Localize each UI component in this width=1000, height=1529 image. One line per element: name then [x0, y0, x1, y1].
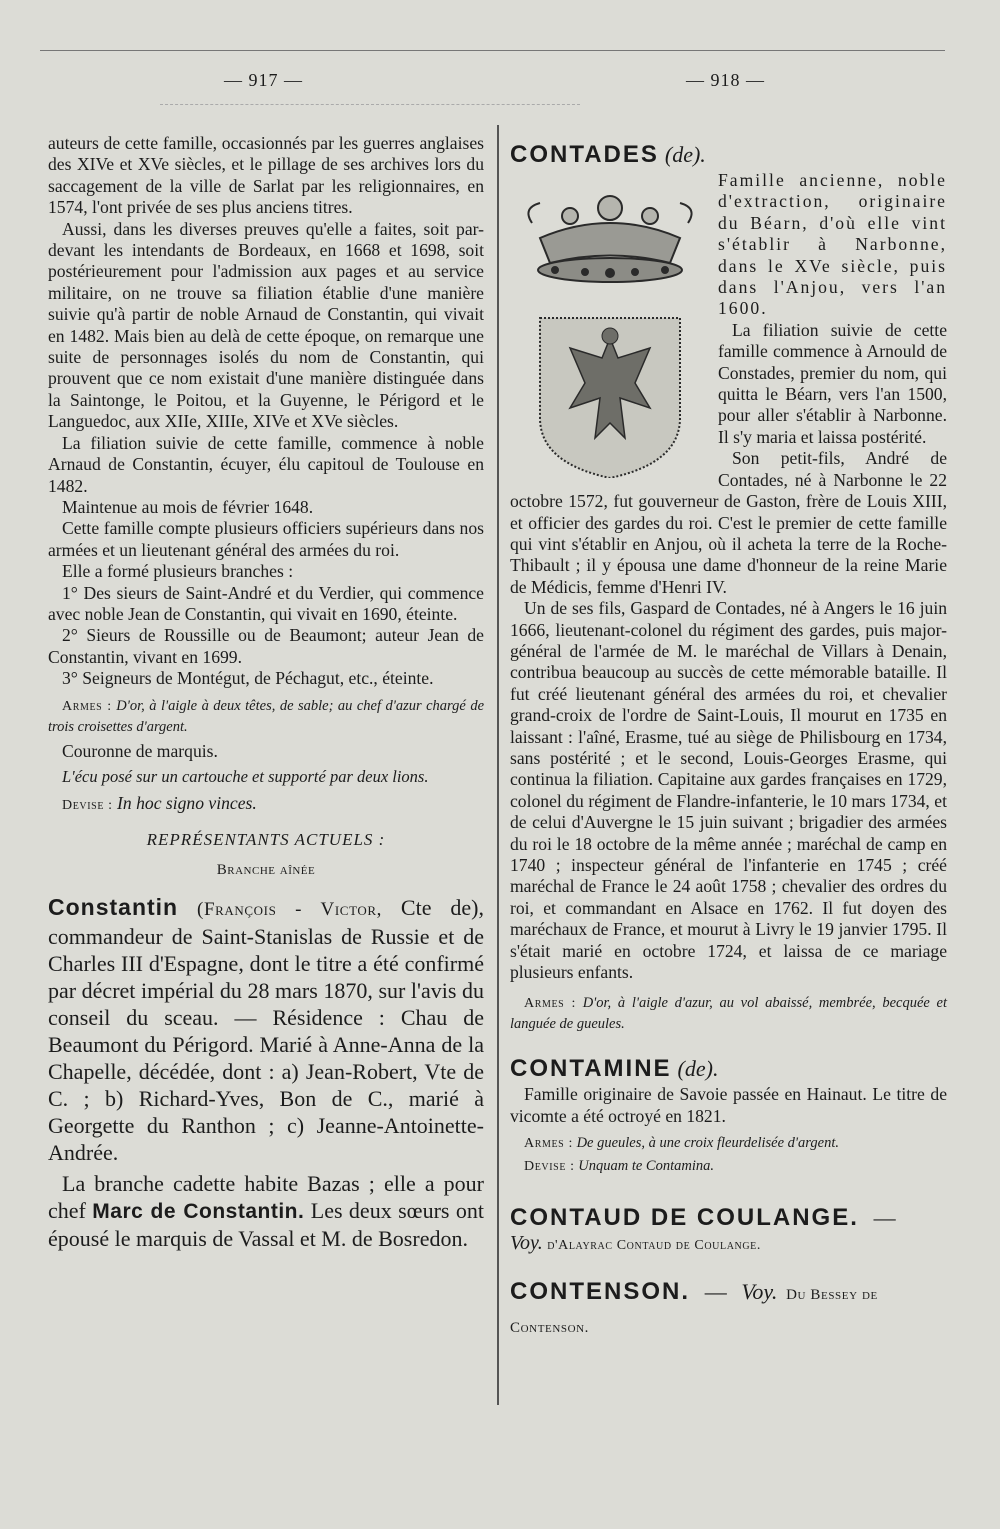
- paragraph: Aussi, dans les diverses preuves qu'elle a faites, soit par-devant les intendants de Bordeaux, en 1668 et 1698, soit postérieurement pour l'admission aux pages et au service militaire, on ne trouve sa filiation établie d'une manière suivie qu'à partir de noble Arnaud de Constantin, qui vivait en 1482. Mais bien au delà de cette époque, on remarque une suite de personnages isolés du nom de Constantin, qui prouvent que ce nom existait d'une manière distinguée dans la Saintonge, le Poitou, et la Guyenne, le Périgord et le Languedoc, aux XIIe, XIIIe, XIVe et XVe siècles.: [48, 218, 484, 432]
- armes-line: [48, 696, 484, 737]
- right-column: [510, 140, 947, 1343]
- entry-paragraph: [48, 894, 484, 1166]
- entry-body: commandeur de Saint-Stanislas de Russie et de Charles III d'Espagne, dont le titre a été confirmé par décret impérial du 28 mars 1870, sur l'avis du conseil du sceau. — Résidence : Chau de Beaumont du Périgord. Marié à Anne-Anna de la Chapelle, décédée, dont : a) Jean-Robert, Vte de C. ; b) Richard-Yves, Bon de C., marié à Georgette du Ranthon ; c) Jeanne-Antoinette-Andrée.: [48, 923, 484, 1165]
- contamine-name: CONTAMINE: [510, 1055, 672, 1083]
- entry-heading: [510, 1277, 947, 1343]
- reference-line: [510, 1233, 947, 1256]
- devise-text: In hoc signo vinces.: [117, 793, 257, 814]
- column-divider: [497, 125, 499, 1405]
- armes-line: [510, 993, 947, 1034]
- voy-label: Voy.: [510, 1232, 543, 1255]
- coat-of-arms: [510, 178, 710, 478]
- marquis-crown-icon: [510, 178, 710, 478]
- couronne-line: Couronne de marquis.: [62, 740, 218, 761]
- devise-label: Devise :: [524, 1159, 575, 1175]
- entry-heading: [510, 1054, 947, 1084]
- paragraph: Elle a formé plusieurs branches :: [62, 561, 294, 582]
- contades-name: CONTADES: [510, 141, 659, 168]
- branch-heading: Branche aînée: [216, 862, 316, 879]
- paragraph: Famille originaire de Savoie passée en Hainaut. Le titre de vicomte a été octroyé en 1821.: [510, 1084, 947, 1126]
- eagle-shield-icon: [540, 318, 680, 478]
- devise-text: Unquam te Contamina.: [578, 1158, 714, 1175]
- paragraph: Famille ancienne, noble d'extraction, originaire du Béarn, d'où elle vint s'établir à Narbonne, dans le XVe siècle, puis dans l'Anjou, vers l'an 1600.: [718, 170, 947, 319]
- voy-label: Voy.: [741, 1278, 778, 1304]
- paragraph: La filiation suivie de cette famille, commence à noble Arnaud de Constantin, écuyer, élu capitoul de Toulouse en 1482.: [48, 432, 484, 496]
- section-heading: REPRÉSENTANTS ACTUELS :: [146, 829, 386, 849]
- reference-target: Du Bessey de Contenson.: [510, 1286, 878, 1336]
- page-number-left: — 917 —: [224, 70, 303, 90]
- contenson-name: CONTENSON.: [510, 1277, 691, 1305]
- entry-name: Constantin: [48, 893, 179, 920]
- paragraph: Cette famille compte plusieurs officiers supérieurs dans nos armées et un lieutenant général des armées du roi.: [48, 518, 484, 560]
- list-item: 3° Seigneurs de Montégut, de Péchagut, etc., éteinte.: [62, 668, 434, 689]
- contaud-dash: —: [873, 1205, 896, 1231]
- paragraph: Son petit-fils, André de Contades, né à Narbonne le 22 octobre 1572, fut gouverneur de Gaston, frère de Louis XIII, et officier des gardes du roi. C'est le premier de cette famille qui vint s'établir en Anjou, où il acheta la terre de la Roche-Thibault ; il y épousa une dame d'honneur de la reine Marie de Médicis, femme d'Henri IV.: [510, 448, 947, 597]
- list-item: 1° Des sieurs de Saint-André et du Verdier, qui commence avec noble Jean de Constantin, qui vivait en 1690, éteinte.: [48, 582, 484, 624]
- armes-text: D'or, à l'aigle d'azur, au vol abaissé, membrée, becquée et languée de gueules.: [510, 995, 948, 1033]
- left-column: [48, 133, 484, 1252]
- ecu-line: L'écu posé sur un cartouche et supporté par deux lions.: [62, 766, 429, 786]
- entry-title: Cte de),: [400, 894, 484, 920]
- top-rule: [40, 50, 945, 51]
- armes-text: D'or, à l'aigle à deux têtes, de sable; au chef d'azur chargé de trois croisettes d'argent.: [48, 697, 485, 735]
- contenson-dash: —: [704, 1278, 727, 1304]
- contades-particle: (de).: [664, 142, 706, 167]
- devise-line: [48, 793, 484, 816]
- reference-target: d'Alayrac Contaud de Coulange.: [547, 1238, 761, 1254]
- paragraph: Maintenue au mois de février 1648.: [62, 496, 314, 517]
- list-item: 2° Sieurs de Roussille ou de Beaumont; auteur Jean de Constantin, vivant en 1699.: [48, 625, 484, 667]
- paragraph: Un de ses fils, Gaspard de Contades, né à Angers le 16 juin 1666, lieutenant-colonel du régiment des gardes, puis major-général de l'armée de M. le maréchal de Villars à Denain, contribua beaucoup au succès de cette mémorable bataille. Il fut créé lieutenant général des armées du roi, et chevalier grand-croix de l'ordre de Saint-Louis, Il mourut en 1735 en laissant : l'aîné, Erasme, tué au siège de Philisbourg en 1734, sans postérité ; et le second, Louis-Georges Erasme, qui continua la filiation. Capitaine aux gardes françaises en 1729, colonel du régiment de Flandre-infanterie, le 10 mars 1734, et de celui d'Auvergne le 15 juin suivant ; brigadier des armées du roi le 18 octobre de la même année ; maréchal de camp en 1740 ; inspecteur général de l'infanterie en 1745 ; créé maréchal de France le 24 août 1758 ; chevalier des ordres du roi, et commandant en Alsace en 1762. Il fut doyen des maréchaux de France, et mourut à Livry le 19 janvier 1795. Il s'était marié en octobre 1724, et laissa de ce mariage plusieurs enfants.: [510, 598, 947, 983]
- armes-text: De gueules, à une croix fleurdelisée d'argent.: [576, 1135, 839, 1152]
- entry-heading: [510, 140, 947, 170]
- page-number-right: — 918 —: [686, 70, 765, 90]
- cadette-text: La branche cadette habite Bazas ; elle a pour chef: [48, 1170, 484, 1223]
- cadette-name: Marc de Constantin.: [92, 1199, 305, 1223]
- armes-line: [510, 1133, 947, 1154]
- armes-label: Armes :: [524, 1136, 573, 1152]
- entry-heading: [510, 1203, 947, 1233]
- header-rule: [160, 104, 580, 105]
- cadette-text: Les deux sœurs ont épousé le marquis de Vassal et M. de Bosredon.: [48, 1197, 484, 1251]
- paragraph: auteurs de cette famille, occasionnés par les guerres anglaises des XIVe et XVe siècles, et le pillage de ses archives lors du saccagement de la ville de Sarlat par les religionnaires, en 1574, l'ont privée de ses plus anciens titres.: [48, 133, 484, 218]
- armes-label: Armes :: [524, 996, 576, 1012]
- armes-label: Armes :: [62, 698, 112, 714]
- entry-prenoms: (François - Victor,: [197, 898, 382, 920]
- contamine-particle: (de).: [677, 1056, 719, 1082]
- paragraph: La filiation suivie de cette famille commence à Arnould de Constades, premier du nom, qui quitta le Béarn, vers l'an 1500, pour aller s'établir à Narbonne. Il s'y maria et laissa postérité.: [718, 319, 947, 447]
- devise-line: [510, 1156, 947, 1177]
- contaud-name: CONTAUD DE COULANGE.: [510, 1204, 859, 1232]
- cadette-paragraph: [48, 1170, 484, 1252]
- devise-label: Devise :: [62, 798, 113, 814]
